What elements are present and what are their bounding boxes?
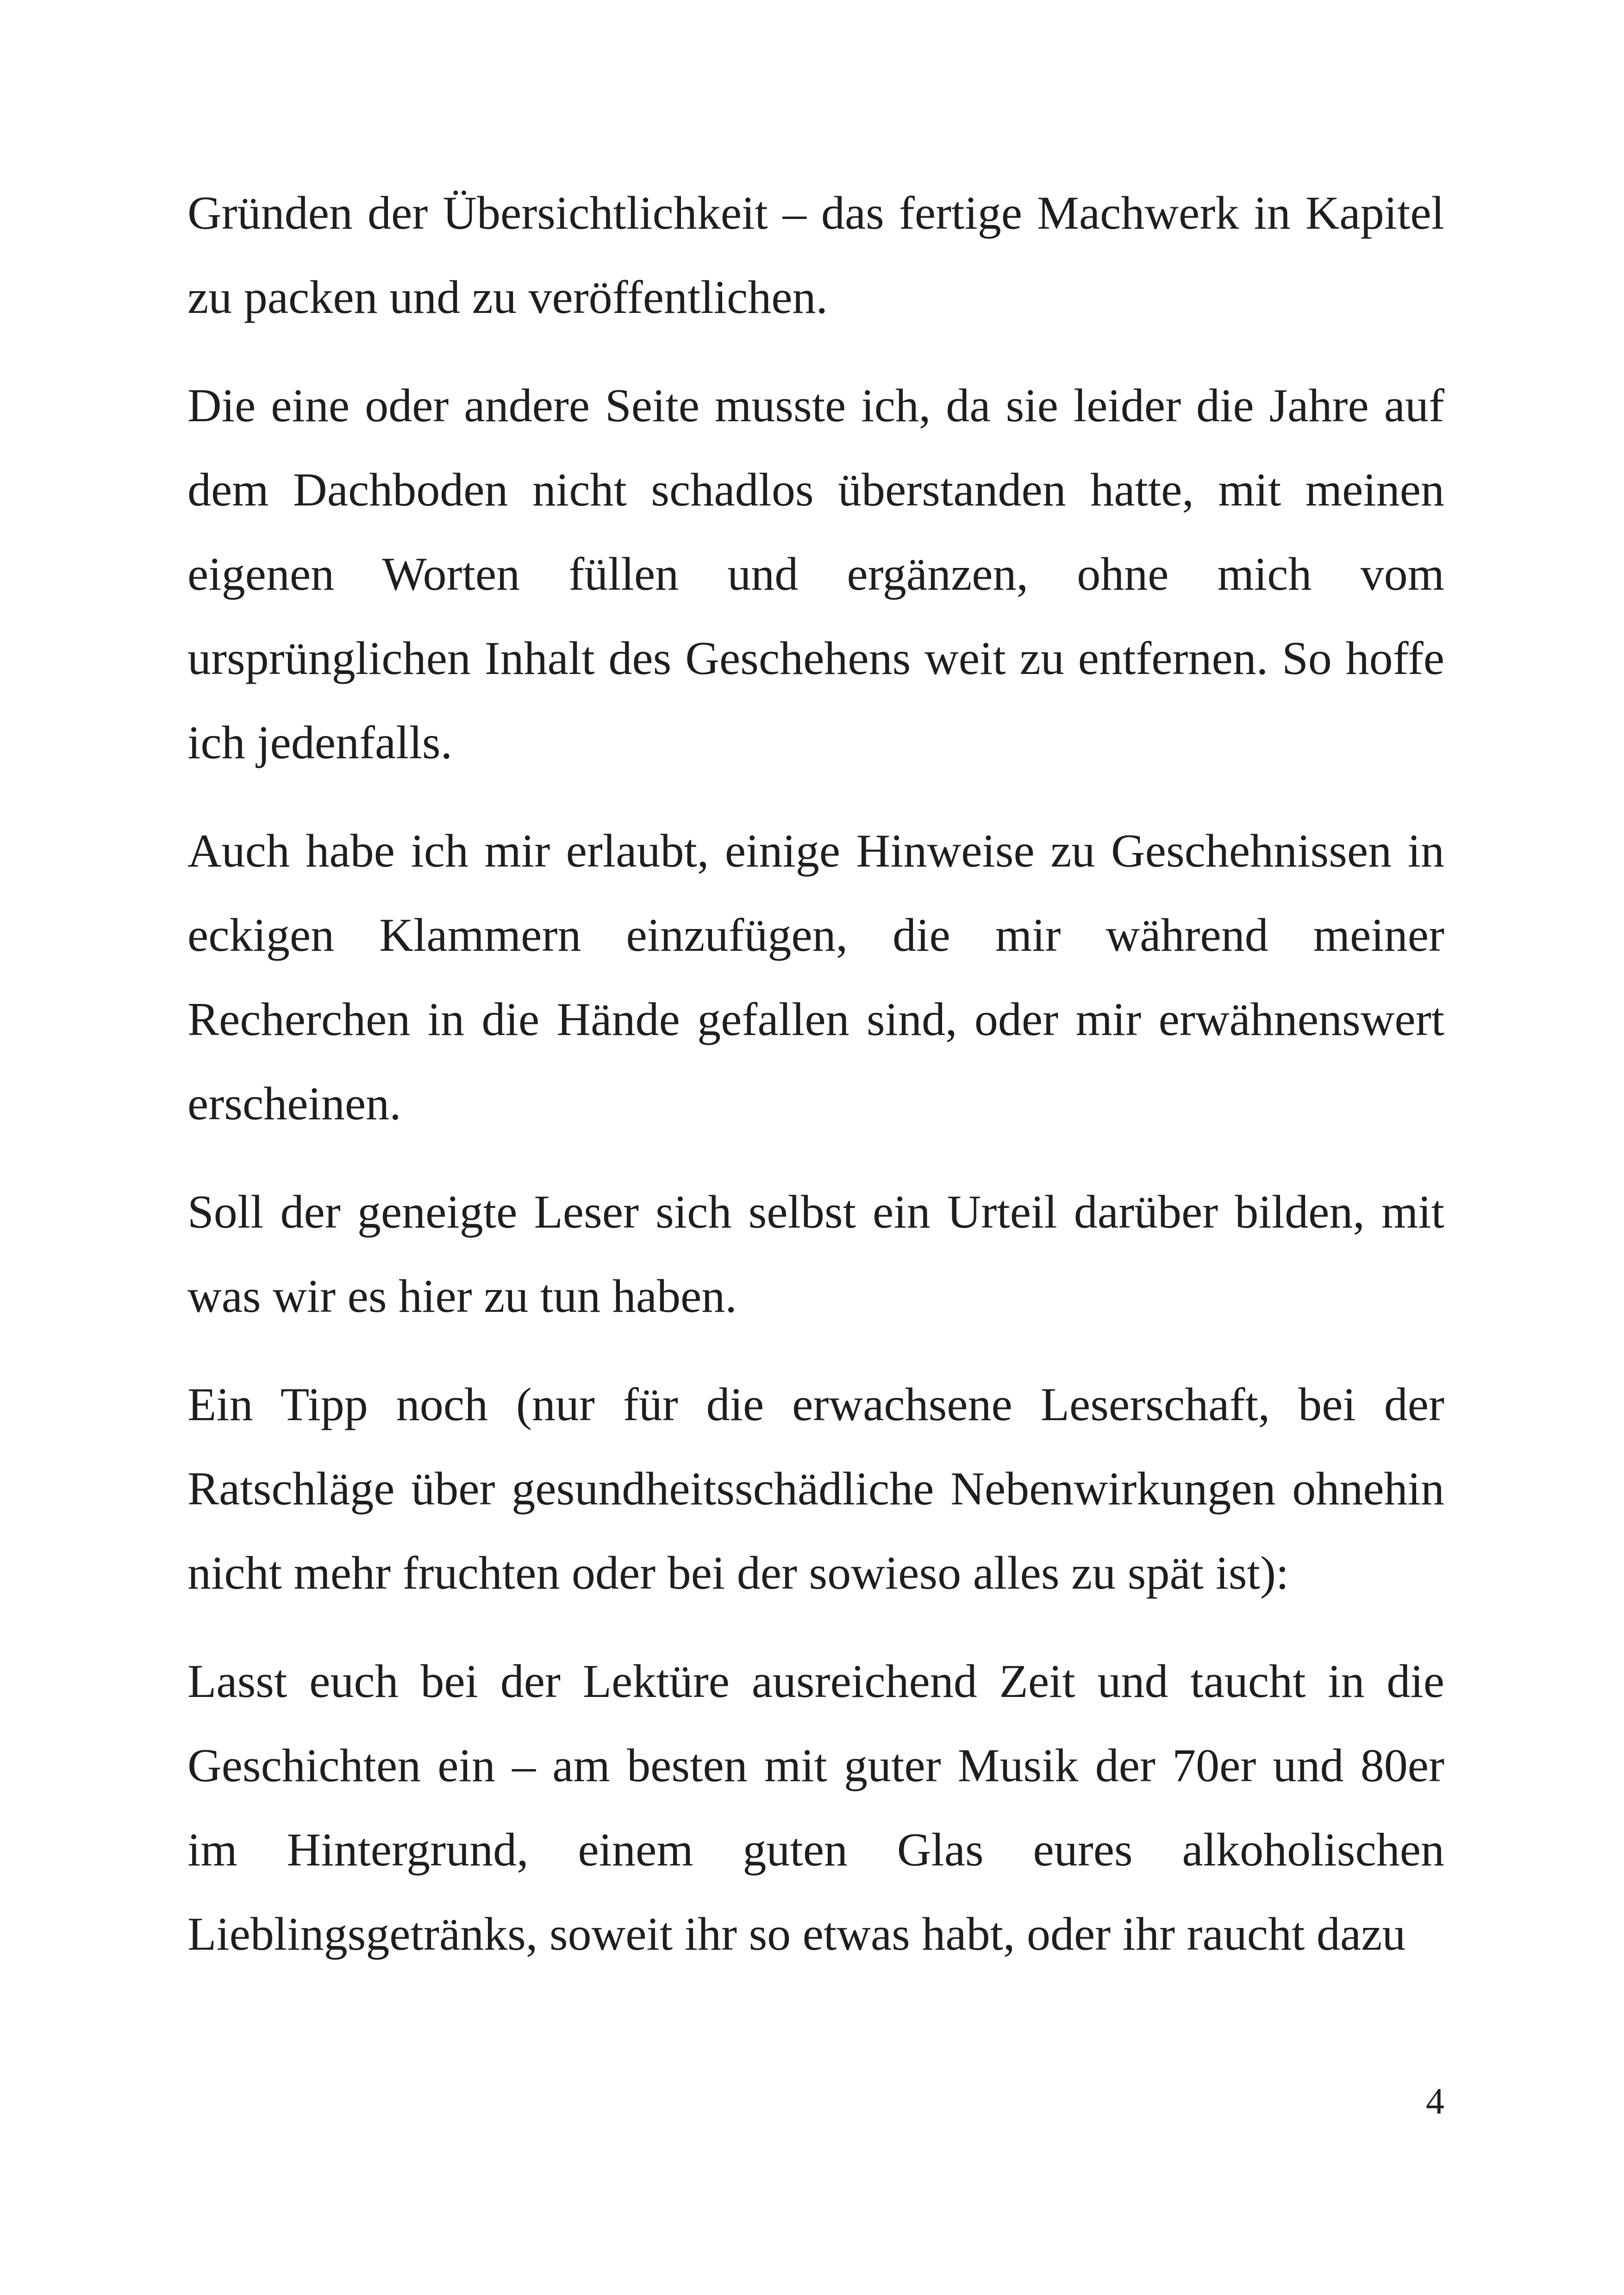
paragraph-5: Ein Tipp noch (nur für die erwachsene Leserschaft, bei der Ratschläge über gesundheitsschädliche Nebenwirkungen ohnehin nicht mehr fruchten oder bei der sowieso alles zu spät ist):	[187, 1378, 1444, 1599]
paragraph-1: Gründen der Übersichtlichkeit – das fertige Machwerk in Kapitel zu packen und zu veröffentlichen.	[187, 187, 1444, 324]
paragraph-2: Die eine oder andere Seite musste ich, da sie leider die Jahre auf dem Dachboden nicht schadlos überstanden hatte, mit meinen eigenen Worten füllen und ergänzen, ohne mich vom ursprünglichen Inhalt des Geschehens weit zu entfernen. So hoffe ich jedenfalls.	[187, 380, 1444, 769]
body-text	[187, 171, 1444, 2001]
paragraph-3: Auch habe ich mir erlaubt, einige Hinweise zu Geschehnissen in eckigen Klammern einzufügen, die mir während meiner Recherchen in die Hände gefallen sind, oder mir erwähnenswert erscheinen.	[187, 825, 1444, 1130]
paragraph-4: Soll der geneigte Leser sich selbst ein Urteil darüber bilden, mit was wir es hier zu tun haben.	[187, 1186, 1444, 1322]
paragraph-6: Lasst euch bei der Lektüre ausreichend Zeit und taucht in die Geschichten ein – am besten mit guter Musik der 70er und 80er im Hintergrund, einem guten Glas eures alkoholischen Lieblingsgetränks, soweit ihr so etwas habt, oder ihr raucht dazu	[187, 1655, 1444, 1960]
page-number: 4	[1426, 2081, 1444, 2122]
